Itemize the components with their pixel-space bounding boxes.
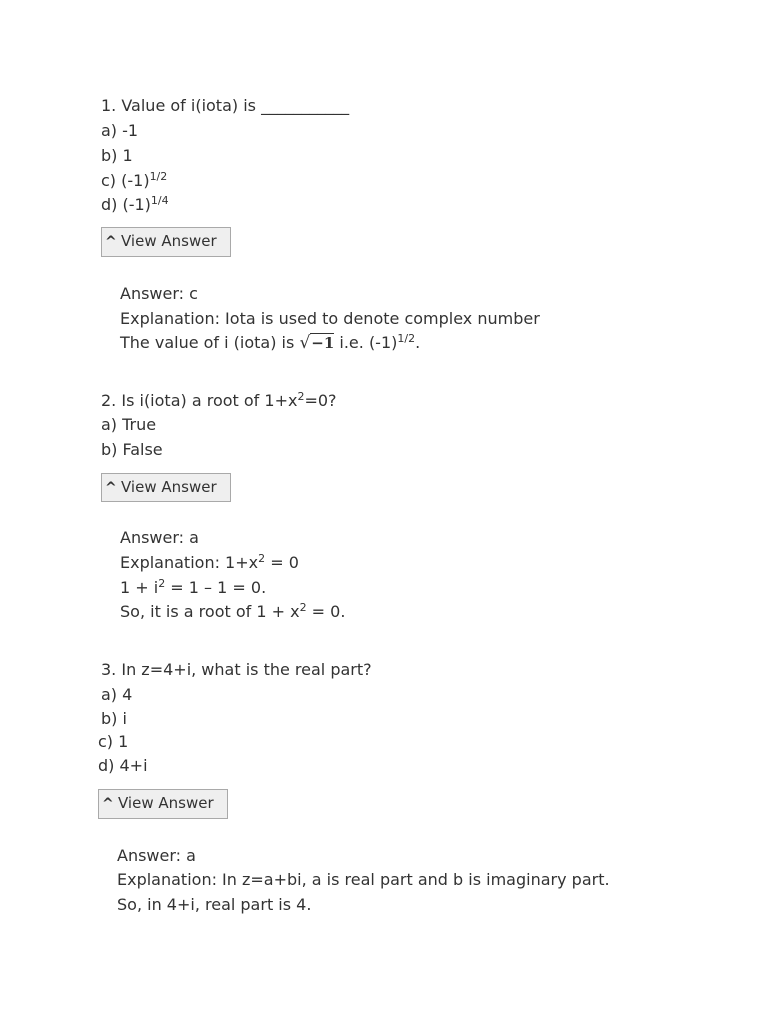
- q1-option-c: c) $(-1)^{1/2}$: [101, 170, 168, 190]
- q2-explanation-step: $1 + i^2 = 1 - 1 = 0$.: [120, 577, 267, 597]
- q3-explanation: Explanation: In z=a+bi, a is real part and b is imaginary part.: [117, 870, 610, 889]
- q2-option-b: b) False: [101, 440, 163, 459]
- q1-explanation: Explanation: Iota is used to denote complex number: [120, 309, 540, 328]
- q3-conclusion: So, in 4+i, real part is 4.: [117, 895, 312, 914]
- q1-answer: Answer: c: [120, 284, 198, 303]
- q1-option-d: d) $(-1)^{1/4}$: [101, 194, 169, 214]
- q1-option-b: b) 1: [101, 146, 133, 165]
- q3-option-c: c) 1: [98, 732, 129, 751]
- chevron-up-icon: ^: [105, 234, 117, 250]
- q2-explanation: Explanation: $1+x^2 = 0$: [120, 552, 299, 572]
- q2-view-answer-button[interactable]: ^ View Answer: [101, 473, 231, 502]
- q2-answer: Answer: a: [120, 528, 199, 547]
- q2-option-a: a) True: [101, 415, 157, 434]
- q3-option-d: d) 4+i: [98, 756, 148, 775]
- q1-view-answer-button[interactable]: ^ View Answer: [101, 227, 231, 257]
- q3-option-b: b) i: [101, 709, 127, 728]
- sqrt-expression: √−1: [299, 333, 335, 353]
- question-3-text: 3. In z=4+i, what is the real part?: [101, 660, 372, 679]
- question-2-text: 2. Is i(iota) a root of $1+x^2=0$?: [101, 390, 337, 410]
- q2-conclusion: So, it is a root of $1 + x^2 = 0$.: [120, 601, 346, 621]
- chevron-up-icon: ^: [105, 480, 117, 496]
- q3-answer: Answer: a: [117, 846, 196, 865]
- q3-view-answer-button[interactable]: ^ View Answer: [98, 789, 228, 819]
- chevron-up-icon: ^: [102, 796, 114, 812]
- question-1-text: 1. Value of i(iota) is ___________: [101, 96, 350, 115]
- q1-explanation-value: The value of i (iota) is √−1 i.e. $(-1)^{1/2}$.: [120, 332, 421, 353]
- q1-option-a: a) -1: [101, 121, 139, 140]
- q3-option-a: a) 4: [101, 685, 133, 704]
